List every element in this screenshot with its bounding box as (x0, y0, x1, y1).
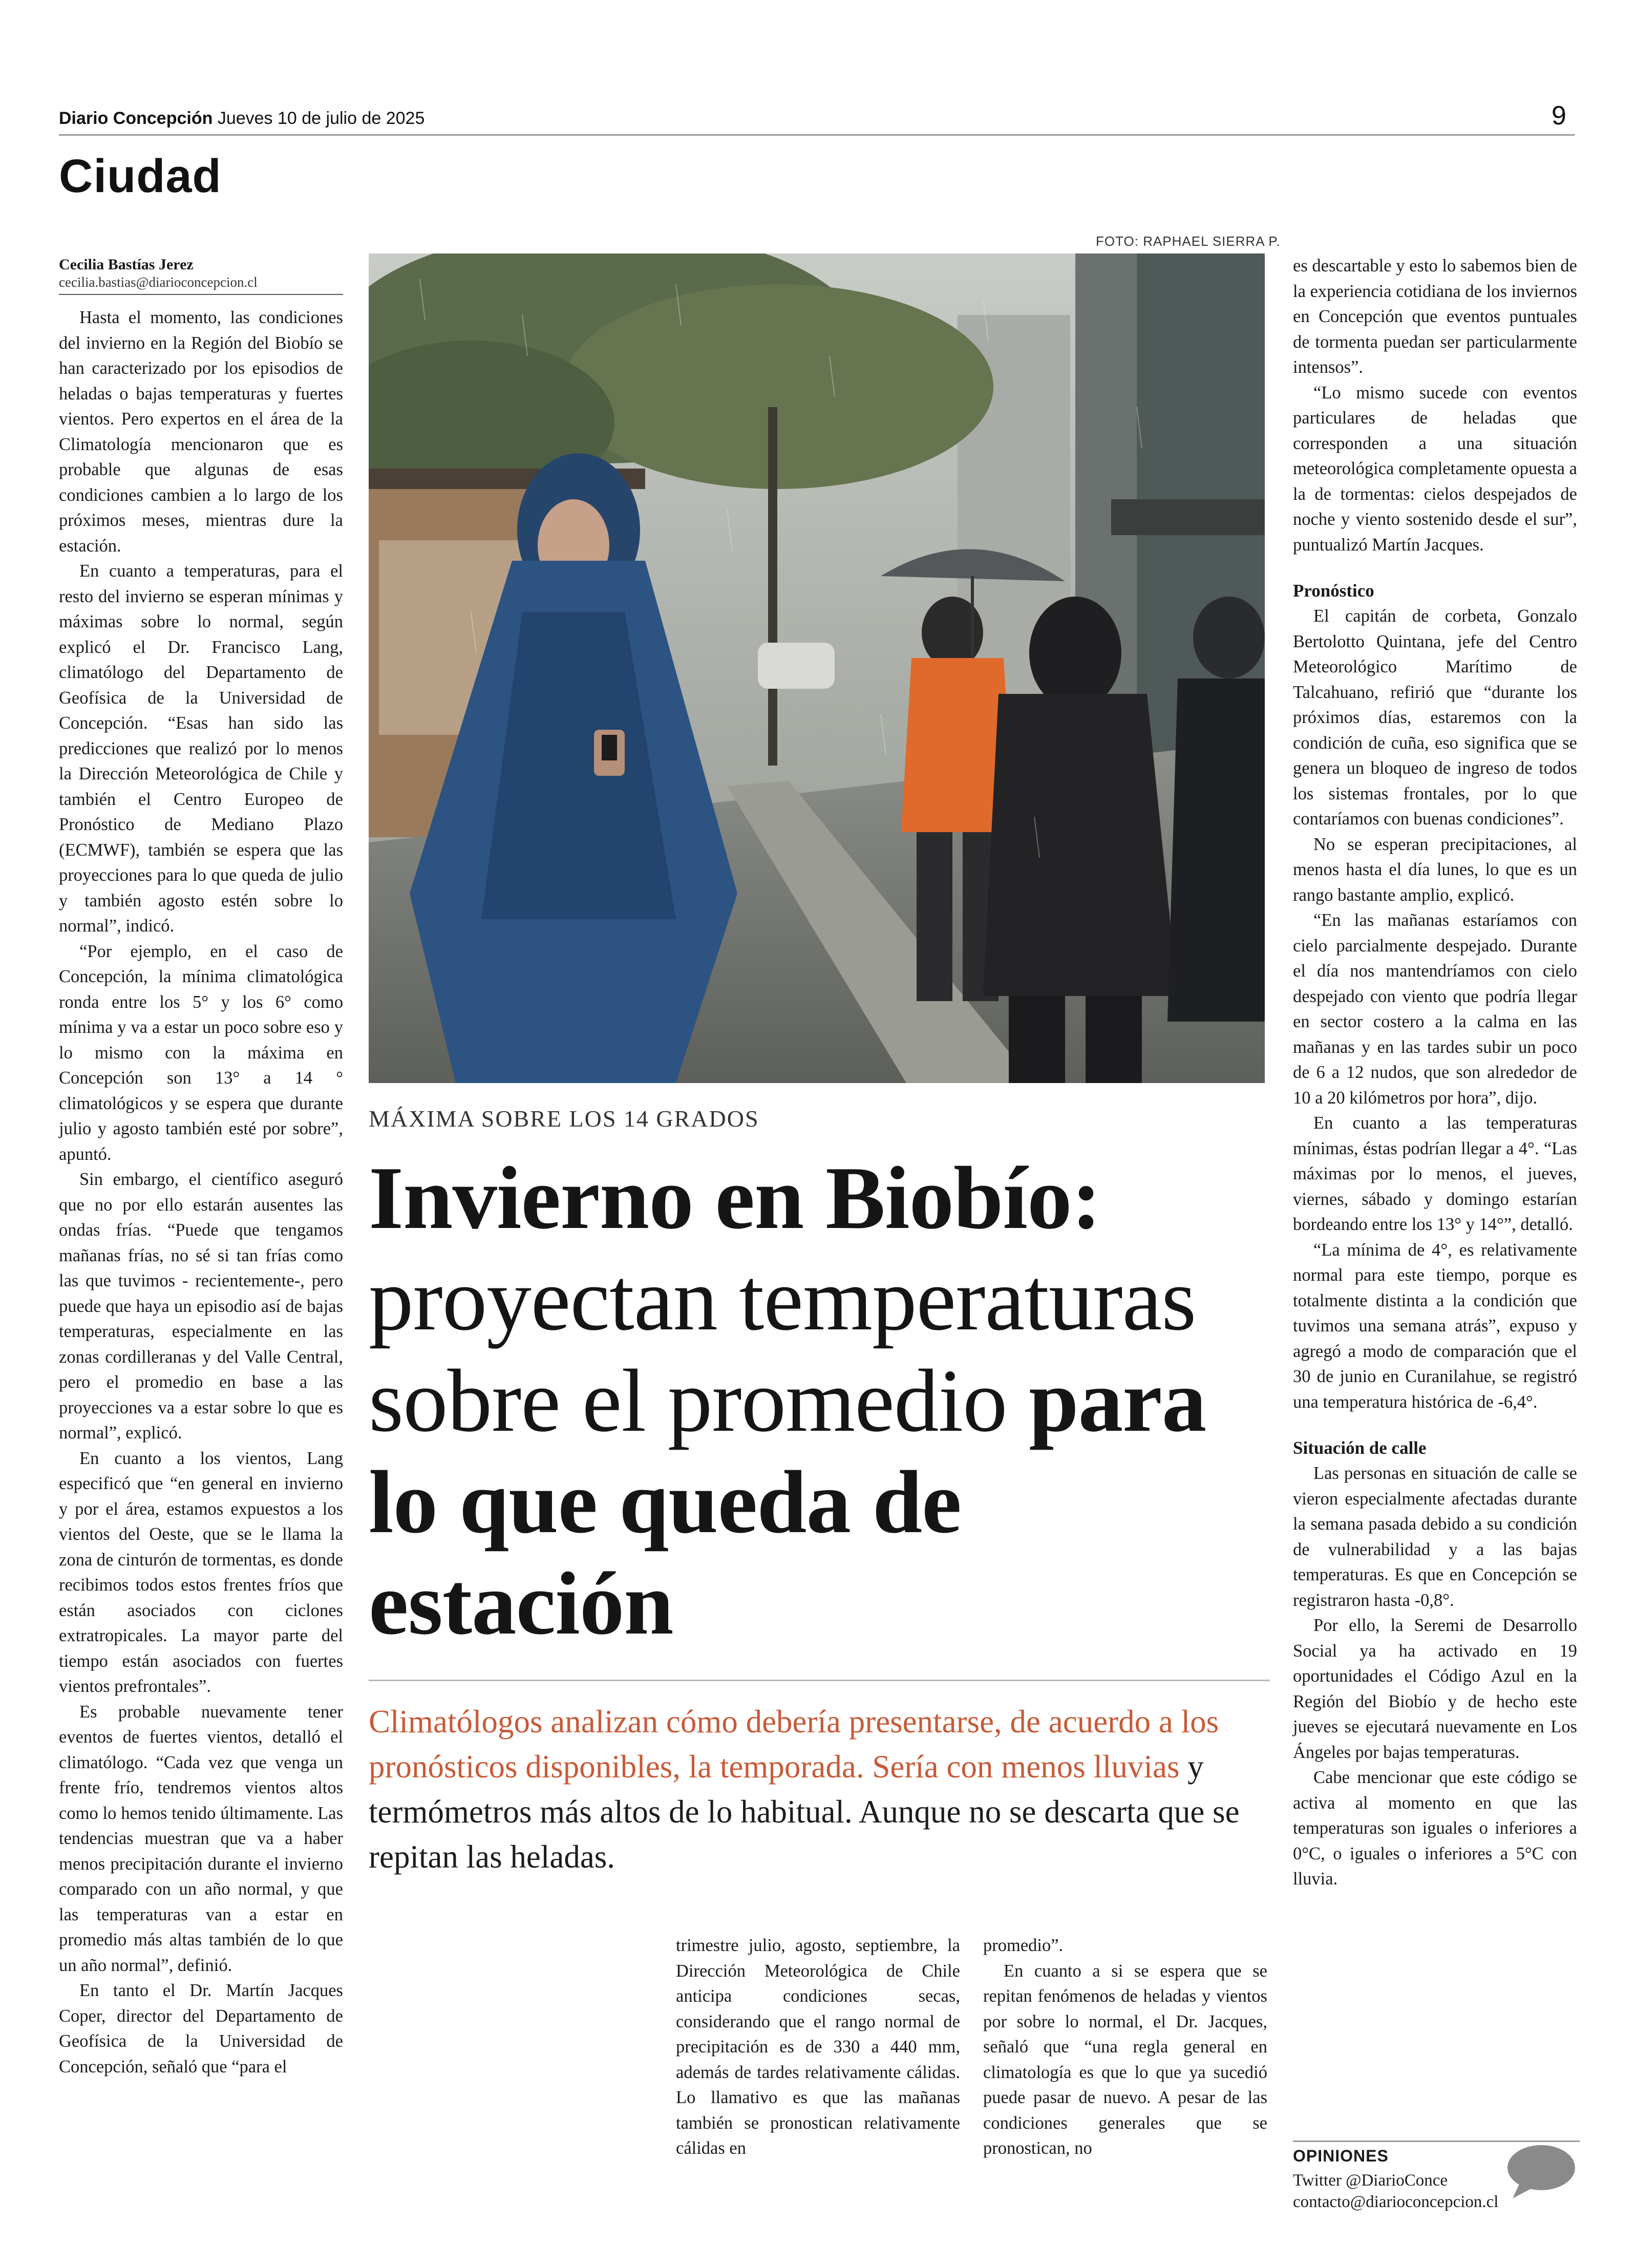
article-column-1 (59, 256, 343, 2080)
standfirst (369, 1699, 1270, 1879)
news-photo (369, 253, 1265, 1083)
paragraph: En cuanto a los vientos, Lang especificó que “en general en invierno y por el área, estamos expuestos a los vientos del Oeste, que se le llama la zona de cinturón de tormentas, es donde recibimos todos estos frentes fríos que están asociados con ciclones extratropicales. La mayor parte del tiempo están asociados con fuertes vientos prefrontales”. (59, 1448, 343, 1696)
opinions-title: OPINIONES (1293, 2147, 1389, 2165)
paragraph: Sin embargo, el científico aseguró que no por ello estarán ausentes las ondas frías. “Puede que tengamos mañanas frías, no sé si tan frías como las que tuvimos - recientemente-, pero puede que haya un episodio así de bajas temperaturas, especialmente en las zonas cordilleranas y del Valle Central, pero el promedio en base a las proyecciones va a estar sobre lo que es normal”, explicó. (59, 1170, 343, 1443)
paragraph: Es probable nuevamente tener eventos de fuertes vientos, detalló el climatólogo. “Cada vez que venga un frente frío, tendremos vientos altos como lo hemos tenido últimamente. Las tendencias muestran que va a haber menos precipitación durante el invierno comparado con un año normal, y que las temperaturas van a estar en promedio más altas también de lo que un año normal”, definió. (59, 1702, 343, 1975)
subhead-situacion-de-calle: Situación de calle (1293, 1438, 1427, 1458)
opinions-twitter[interactable]: Twitter @DiarioConce (1293, 2171, 1448, 2190)
page-number: 9 (1552, 101, 1566, 131)
header-divider (59, 134, 1575, 136)
paragraph: En cuanto a las temperaturas mínimas, éstas podrían llegar a 4°. “Las máximas por lo menos, el jueves, viernes, sábado y domingo estarían bordeando entre los 13° y 14°”, detalló. (1293, 1113, 1577, 1234)
headline-part-1: Invierno en Biobío: (369, 1148, 1101, 1247)
paragraph: Cabe mencionar que este código se activa al momento en que las temperaturas son iguales o inferiores a 0°C, o iguales o inferiores a 5°C con lluvia. (1293, 1768, 1577, 1889)
headline-divider (369, 1680, 1270, 1681)
photo-credit: FOTO: RAPHAEL SIERRA P. (1096, 234, 1281, 249)
byline-name: Cecilia Bastías Jerez (59, 256, 194, 273)
paragraph: “La mínima de 4°, es relativamente normal para este tiempo, porque es totalmente distinta a la condición que tuvimos una semana atrás”, expuso y agregó a modo de comparación que el 30 de junio en Curanilahue, se registró una temperatura histórica de -6,4°. (1293, 1240, 1577, 1412)
paper-name: Diario Concepción (59, 109, 213, 128)
paragraph: Las personas en situación de calle se vieron especialmente afectadas durante la semana pasada debido a su condición de vulnerabilidad y a las bajas temperaturas. Es que en Concepción se registraron hasta -0,8°. (1293, 1464, 1577, 1610)
kicker: MÁXIMA SOBRE LOS 14 GRADOS (369, 1106, 759, 1132)
masthead-line (59, 109, 424, 129)
paragraph: Hasta el momento, las condiciones del invierno en la Región del Biobío se han caracterizado por los episodios de heladas o bajas temperaturas y fuertes vientos. Pero expertos en el área de la Climatología mencionaron que es probable que algunas de esas condiciones cambien a lo largo de los próximos meses, mientras dure la estación. (59, 308, 343, 556)
paragraph: En cuanto a temperaturas, para el resto del invierno se esperan mínimas y máximas sobre lo normal, según explicó el Dr. Francisco Lang, climatólogo del Departamento de Geofísica de la Universidad de Concepción. “Esas han sido las predicciones que realizó por lo menos la Dirección Meteorológica de Chile y también el Centro Europeo de Pronóstico de Mediano Plazo (ECMWF), también se espera que las proyecciones para lo que queda de julio y también agosto estén sobre lo normal”, indicó. (59, 561, 343, 936)
paragraph: “Por ejemplo, en el caso de Concepción, la mínima climatológica ronda entre los 5° y los 6° como mínima y va a estar un poco sobre eso y lo mismo con la máxima en Concepción son 13° a 14 ° climatológicos y se espera que durante julio y agosto también esté por sobre”, apuntó. (59, 941, 343, 1164)
article-column-3 (983, 1933, 1267, 2161)
byline-email[interactable]: cecilia.bastias@diarioconcepcion.cl (59, 274, 258, 290)
paragraph: “Lo mismo sucede con eventos particulares de heladas que corresponden a una situación meteorológica completamente opuesta a la de tormentas: cielos despejados de noche y viento sostenido desde el sur”, puntualizó Martín Jacques. (1293, 383, 1577, 555)
paragraph: Por ello, la Seremi de Desarrollo Social ya ha activado en 19 oportunidades el Código Azul en la Región del Biobío y de hecho este jueves se ejecutará nuevamente en Los Ángeles por bajas temperaturas. (1293, 1616, 1577, 1762)
paragraph: es descartable y esto lo sabemos bien de la experiencia cotidiana de los inviernos en Concepción que eventos puntuales de tormenta puedan ser particularmente intensos”. (1293, 256, 1577, 377)
headline-part-3: para lo que queda de estación (369, 1351, 1206, 1653)
article-column-4 (1293, 253, 1577, 1892)
headline (369, 1147, 1280, 1654)
article-column-2 (676, 1933, 960, 2161)
paragraph: No se esperan precipitaciones, al menos hasta el día lunes, lo que es un rango bastante amplio, explicó. (1293, 834, 1577, 905)
issue-date: Jueves 10 de julio de 2025 (217, 109, 425, 128)
speech-bubble-icon (1505, 2143, 1577, 2202)
subhead-pronostico: Pronóstico (1293, 581, 1374, 601)
paragraph: “En las mañanas estaríamos con cielo parcialmente despejado. Durante el día nos mantendríamos con cielo despejado con viento que podría llegar en sector costero a la calma en las mañanas y en las tardes subir un poco de 6 a 12 nudos, que son alrededor de 10 a 20 kilómetros por hora”, dijo. (1293, 910, 1577, 1108)
standfirst-rest: y termómetros más altos de lo habitual. Aunque no se descarta que se repitan las heladas. (369, 1749, 1240, 1875)
paragraph: promedio”. (983, 1936, 1064, 1955)
byline-divider (59, 294, 343, 295)
paragraph: En tanto el Dr. Martín Jacques Coper, director del Departamento de Geofísica de la Universidad de Concepción, señaló que “para el (59, 1981, 343, 2076)
section-title: Ciudad (59, 150, 222, 202)
opinions-divider (1293, 2140, 1580, 2142)
headline-part-2: proyectan temperaturas sobre el promedio (369, 1249, 1196, 1450)
paragraph: En cuanto a si se espera que se repitan fenómenos de heladas y vientos por sobre lo normal, el Dr. Jacques, señaló que “una regla general en climatología es que lo que ya sucedió puede pasar de nuevo. A pesar de las condiciones generales que se pronostican, no (983, 1961, 1267, 2158)
rainy-street-illustration (369, 253, 1265, 1083)
paragraph: trimestre julio, agosto, septiembre, la Dirección Meteorológica de Chile anticipa condiciones secas, considerando que el rango normal de precipitación es de 330 a 440 mm, además de tardes relativamente cálidas. Lo llamativo es que las mañanas también se pronostican relativamente cálidas en (676, 1936, 960, 2158)
standfirst-highlight: Climatólogos analizan cómo debería presentarse, de acuerdo a los pronósticos disponibles, la temporada. Sería con menos lluvias (369, 1704, 1219, 1785)
paragraph: El capitán de corbeta, Gonzalo Bertolotto Quintana, jefe del Centro Meteorológico Marítimo de Talcahuano, refirió que “durante los próximos días, estaremos con la condición de cuña, eso significa que se genera un bloqueo de ingreso de todos los sistemas frontales, por lo que contaríamos con buenas condiciones”. (1293, 606, 1577, 829)
opinions-email[interactable]: contacto@diarioconcepcion.cl (1293, 2193, 1499, 2211)
